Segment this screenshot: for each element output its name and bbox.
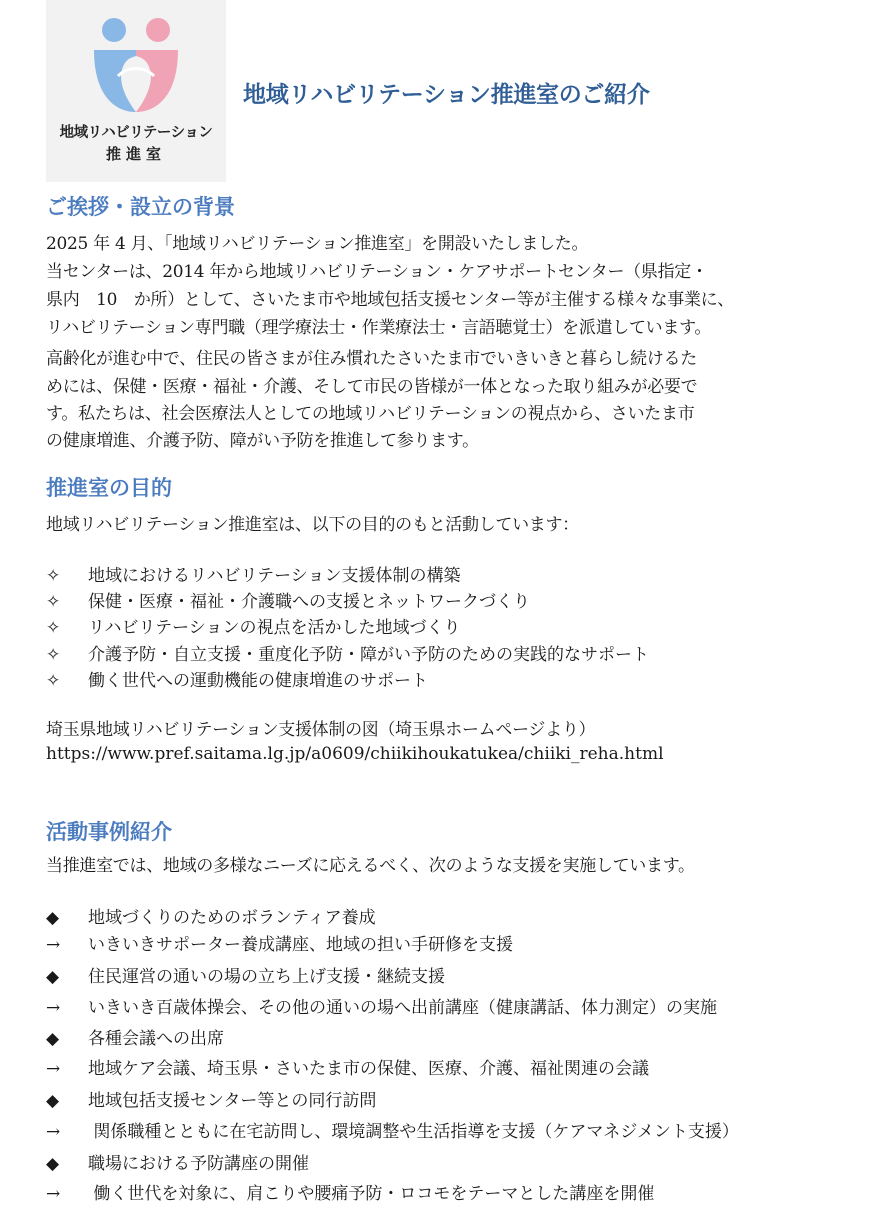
greeting-paragraph-line: 県内 10 か所）として、さいたま市や地域包括支援センター等が主催する様々な事業に、 — [46, 290, 735, 310]
page-title: 地域リハビリテーション推進室のご紹介 — [243, 82, 650, 108]
greeting-paragraph-line: 2025 年 4 月、「地域リハビリテーション推進室」を開設いたしました。 — [46, 234, 589, 254]
arrow-right-icon: → — [46, 998, 61, 1018]
activity-detail — [46, 930, 513, 955]
activity-detail-text: 関係職種とともに在宅訪問し、環境調整や生活指導を支援（ケアマネジメント支援） — [88, 1122, 739, 1142]
diamond-bullet-icon: ◆ — [46, 908, 60, 928]
activity-title: 職場における予防講座の開催 — [88, 1154, 309, 1174]
activity-detail — [46, 1179, 654, 1204]
sparkle-bullet-icon: ✧ — [46, 671, 61, 691]
activity-detail — [46, 1117, 739, 1142]
purpose-bullet-text: 介護予防・自立支援・重度化予防・障がい予防のための実践的なサポート — [88, 645, 649, 665]
section-heading-activities: 活動事例紹介 — [46, 820, 172, 844]
purpose-bullet — [46, 561, 460, 586]
purpose-bullet-text: 地域におけるリハビリテーション支援体制の構築 — [88, 566, 461, 586]
sparkle-bullet-icon: ✧ — [46, 618, 61, 638]
activities-intro: 当推進室では、地域の多様なニーズに応えるべく、次のような支援を実施しています。 — [46, 856, 695, 876]
sparkle-bullet-icon: ✧ — [46, 592, 61, 612]
activity-title: 地域づくりのためのボランティア養成 — [88, 908, 376, 928]
activity-item — [46, 1086, 376, 1111]
greeting-paragraph-line: 当センターは、2014 年から地域リハビリテーション・ケアサポートセンター（県指定・ — [46, 262, 708, 282]
sparkle-bullet-icon: ✧ — [46, 645, 61, 665]
activity-item — [46, 1024, 224, 1049]
greeting-paragraph-line: めには、保健・医療・福祉・介護、そして市民の皆様が一体となった取り組みが必要で — [46, 377, 698, 397]
purpose-bullet — [46, 613, 460, 638]
activity-detail-text: 地域ケア会議、埼玉県・さいたま市の保健、医療、介護、福祉関連の会議 — [88, 1059, 649, 1079]
section-heading-purpose: 推進室の目的 — [46, 476, 172, 500]
activity-title: 各種会議への出席 — [88, 1029, 224, 1049]
purpose-intro: 地域リハビリテーション推進室は、以下の目的のもと活動しています： — [46, 515, 579, 535]
activity-detail — [46, 1054, 649, 1079]
greeting-paragraph-line: の健康増進、介護予防、障がい予防を推進して参ります。 — [46, 431, 479, 451]
purpose-bullet — [46, 666, 428, 691]
activity-detail-text: 働く世代を対象に、肩こりや腰痛予防・ロコモをテーマとした講座を開催 — [88, 1184, 655, 1204]
reference-caption: 埼玉県地域リハビリテーション支援体制の図（埼玉県ホームページより） — [46, 720, 596, 740]
activity-detail-text: いきいきサポーター養成講座、地域の担い手研修を支援 — [88, 935, 513, 955]
purpose-bullet-text: 働く世代への運動機能の健康増進のサポート — [88, 671, 428, 691]
logo-text-line2: 推進室 — [105, 145, 166, 163]
greeting-paragraph-line: 高齢化が進む中で、住民の皆さまが住み慣れたさいたま市でいきいきと暮らし続けるた — [46, 349, 697, 369]
purpose-bullet-text: リハビリテーションの視点を活かした地域づくり — [88, 618, 461, 638]
activity-detail-text: いきいき百歳体操会、その他の通いの場へ出前講座（健康講話、体力測定）の実施 — [88, 998, 717, 1018]
holding-hands-logo-icon — [88, 14, 184, 118]
arrow-right-icon: → — [46, 1059, 61, 1079]
arrow-right-icon: → — [46, 1184, 61, 1204]
purpose-bullet — [46, 587, 530, 612]
logo-text-line1: 地域リハビリテーション — [59, 125, 213, 141]
sparkle-bullet-icon: ✧ — [46, 566, 61, 586]
activity-item — [46, 903, 376, 928]
diamond-bullet-icon: ◆ — [46, 1154, 60, 1174]
purpose-bullet-text: 保健・医療・福祉・介護職への支援とネットワークづくり — [88, 592, 530, 612]
greeting-paragraph-line: リハビリテーション専門職（理学療法士・作業療法士・言語聴覚士）を派遣しています。 — [46, 318, 712, 338]
arrow-right-icon: → — [46, 1122, 61, 1142]
activity-item — [46, 1149, 309, 1174]
diamond-bullet-icon: ◆ — [46, 1091, 60, 1111]
diamond-bullet-icon: ◆ — [46, 1029, 60, 1049]
diamond-bullet-icon: ◆ — [46, 967, 60, 987]
reference-url-link[interactable]: https://www.pref.saitama.lg.jp/a0609/chiikihoukatukea/chiiki_reha.html — [46, 744, 664, 764]
activity-detail — [46, 993, 717, 1018]
organization-logo — [46, 0, 226, 182]
activity-title: 住民運営の通いの場の立ち上げ支援・継続支援 — [88, 967, 445, 987]
greeting-paragraph-line: す。私たちは、社会医療法人としての地域リハビリテーションの視点から、さいたま市 — [46, 404, 695, 424]
activity-item — [46, 962, 445, 987]
section-heading-greeting: ご挨拶・設立の背景 — [46, 195, 235, 219]
purpose-bullet — [46, 640, 649, 665]
arrow-right-icon: → — [46, 935, 61, 955]
activity-title: 地域包括支援センター等との同行訪問 — [88, 1091, 377, 1111]
